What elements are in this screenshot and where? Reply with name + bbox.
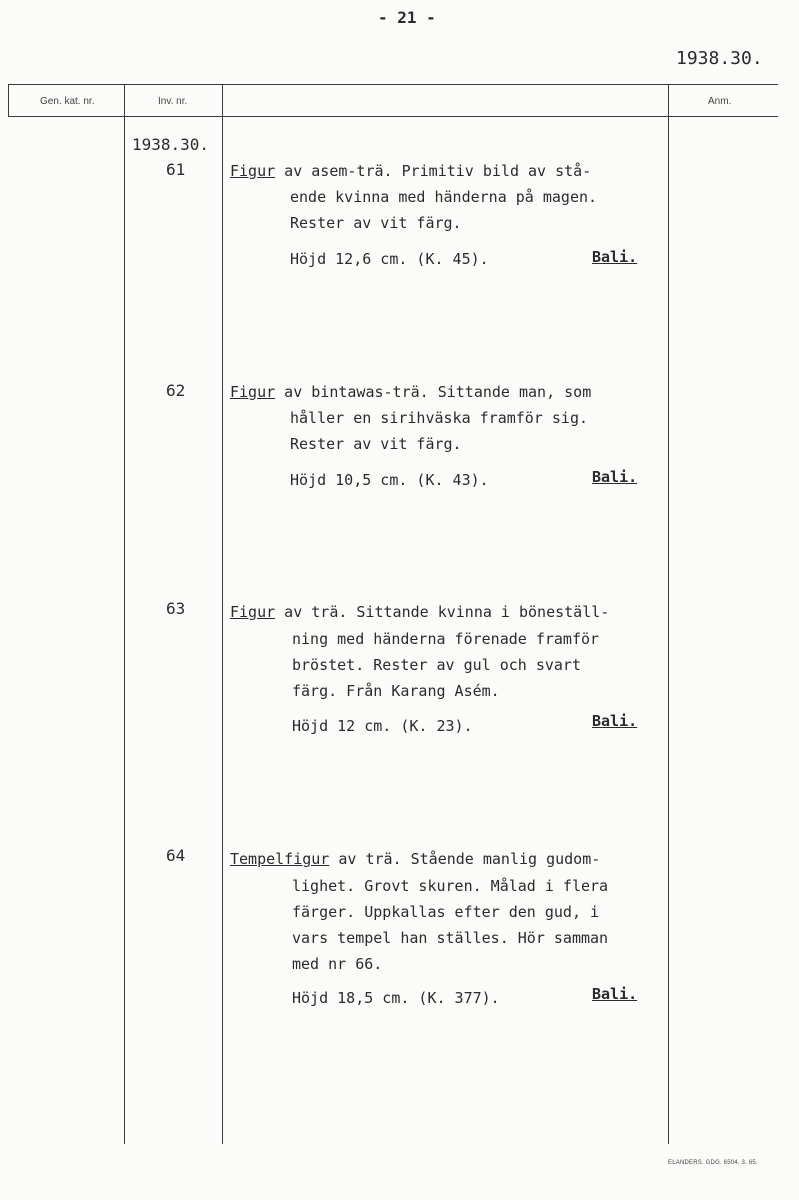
entry-first-line [230, 162, 591, 180]
description-line: med nr 66. [292, 955, 383, 973]
header-inv-nr: Inv. nr. [158, 96, 188, 107]
description-line: lighet. Grovt skuren. Målad i flera [292, 877, 609, 895]
inventory-number: 61 [166, 160, 186, 179]
header-gen-kat-nr: Gen. kat. nr. [40, 96, 95, 107]
entry-first-line [230, 603, 609, 621]
dimension-line: Höjd 10,5 cm. (K. 43). [290, 471, 489, 489]
description-line: Rester av vit färg. [290, 435, 462, 453]
description-line: ende kvinna med händerna på magen. [290, 188, 598, 206]
origin-label: Bali. [592, 985, 638, 1003]
column-divider-anm [668, 84, 669, 1144]
object-term: Figur [230, 603, 276, 621]
entry-first-line [230, 383, 591, 401]
description-line: ning med händerna förenade framför [292, 630, 600, 648]
header-anm: Anm. [708, 96, 732, 107]
page-number: - 21 - [378, 8, 436, 27]
origin-label: Bali. [592, 468, 638, 486]
description-line: Rester av vit färg. [290, 214, 462, 232]
printer-mark: ELANDERS. GDG. 6504. 3. 65. [668, 1160, 758, 1166]
description-line: av bintawas-trä. Sittande man, som [275, 383, 592, 401]
catalog-reference: 1938.30. [676, 48, 763, 69]
description-line: bröstet. Rester av gul och svart [292, 656, 581, 674]
group-reference: 1938.30. [132, 135, 210, 154]
dimension-line: Höjd 18,5 cm. (K. 377). [292, 989, 500, 1007]
column-divider-desc [222, 84, 223, 1144]
dimension-line: Höjd 12,6 cm. (K. 45). [290, 250, 489, 268]
inventory-number: 63 [166, 599, 186, 618]
description-line: av trä. Stående manlig gudom- [329, 850, 601, 868]
object-term: Figur [230, 162, 276, 180]
description-line: färg. Från Karang Asém. [292, 682, 500, 700]
table-left-edge [8, 84, 9, 117]
object-term: Tempelfigur [230, 850, 330, 868]
description-line: håller en sirihväska framför sig. [290, 409, 589, 427]
description-line: vars tempel han ställes. Hör samman [292, 929, 609, 947]
description-line: av trä. Sittande kvinna i böneställ- [275, 603, 610, 621]
entry-first-line [230, 850, 600, 868]
inventory-number: 64 [166, 846, 186, 865]
dimension-line: Höjd 12 cm. (K. 23). [292, 717, 473, 735]
origin-label: Bali. [592, 248, 638, 266]
origin-label: Bali. [592, 712, 638, 730]
column-divider-inv [124, 84, 125, 1144]
description-line: färger. Uppkallas efter den gud, i [292, 903, 600, 921]
inventory-number: 62 [166, 381, 186, 400]
object-term: Figur [230, 383, 276, 401]
description-line: av asem-trä. Primitiv bild av stå- [275, 162, 592, 180]
